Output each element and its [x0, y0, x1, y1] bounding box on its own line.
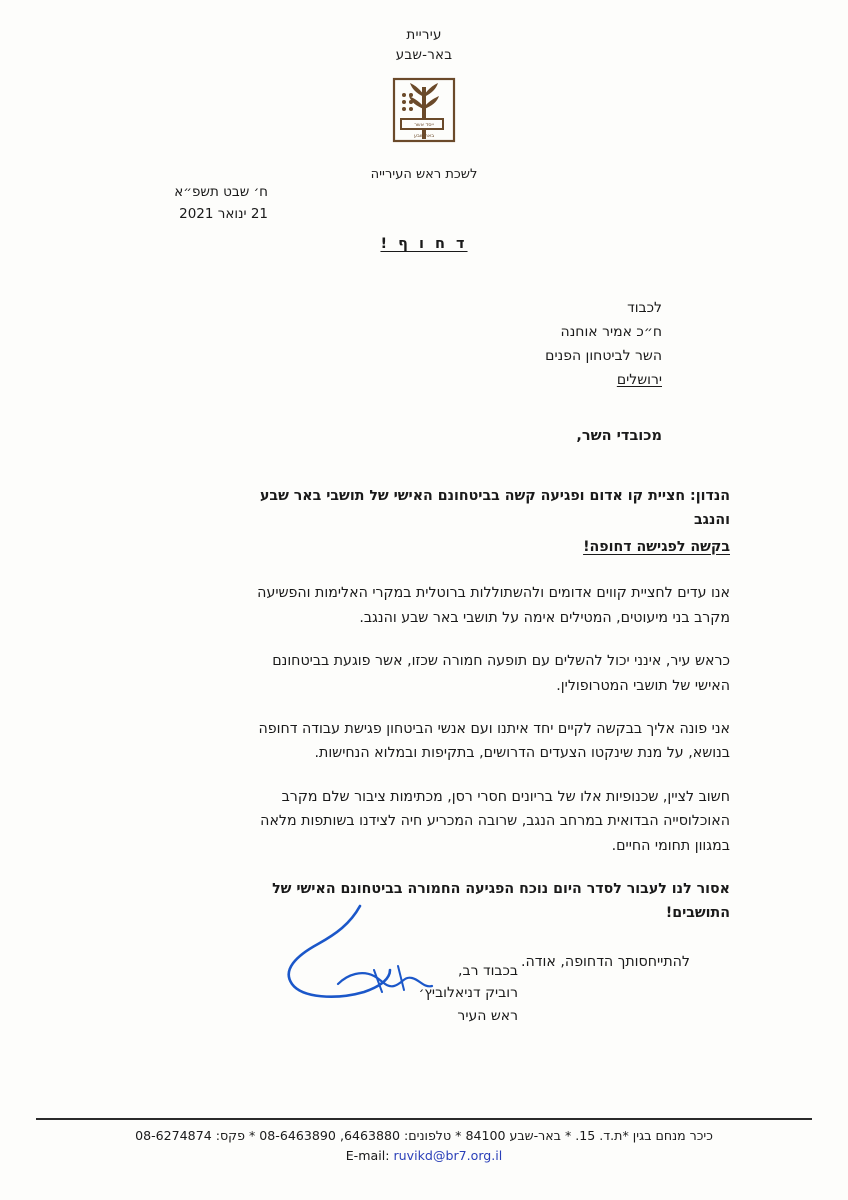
- closing-thanks: להתייחסותך הדחופה, אודה.: [521, 953, 690, 970]
- signature-title: ראש העיר: [457, 1007, 518, 1024]
- footer-divider: [36, 1118, 812, 1120]
- city-name-line2: באר-שבע: [395, 46, 453, 63]
- subject-line: [244, 484, 730, 559]
- signature-regards: בכבוד רב,: [458, 963, 518, 979]
- date-hebrew: ח׳ שבט תשפ״א: [174, 184, 268, 200]
- letterhead: [0, 26, 848, 182]
- urgent-label: ד ח ו ף !: [380, 236, 468, 252]
- subject-line-1: הנדון: חציית קו אדום ופגיעה קשה בביטחונם האישי של תושבי באר שבע והנגב: [259, 488, 730, 529]
- city-name-line1: עיריית: [406, 27, 442, 43]
- date-block: [108, 182, 268, 225]
- city-emblem-icon: [378, 73, 470, 165]
- addressee-block: [545, 296, 662, 392]
- bureau-line: לשכת ראש העירייה: [370, 167, 478, 183]
- salutation: מכובדי השר,: [576, 428, 662, 444]
- paragraph-4: חשוב לציין, שכנופיות אלו של בריונים חסרי רסן, מכתימות ציבור שלם מקרב האוכלוסייה הבדואית במרחב הנגב, שרובה המכריע חיה לצידנו בשותפות מלאה במגוון תחומי החיים.: [260, 788, 730, 854]
- subject-line-2: בקשה לפגישה דחופה!: [583, 538, 730, 555]
- paragraph-2: כראש עיר, אינני יכול להשלים עם תופעה חמורה שכזו, אשר פוגעת בביטחונם האישי של תושבי המטרופולין.: [272, 653, 730, 694]
- city-name: [0, 26, 848, 65]
- signature-name: רוביק דניאלוביץ׳: [418, 985, 518, 1002]
- addressee-line-1: לכבוד: [627, 300, 662, 316]
- addressee-line-4: ירושלים: [616, 372, 662, 389]
- footer-email-address[interactable]: ruvikd@br7.org.il: [393, 1148, 503, 1164]
- svg-text:באר שבע: באר שבע: [413, 133, 435, 140]
- footer-email-label: E-mail:: [345, 1148, 390, 1164]
- signature-block: [419, 960, 518, 1027]
- addressee-line-2: ח״כ אמיר אוחנה: [560, 324, 662, 341]
- svg-text:ייסד אשר: ייסד אשר: [414, 122, 434, 129]
- letter-body: [244, 484, 730, 989]
- bold-statement: אסור לנו לעבור לסדר היום נוכח הפגיעה החמורה בביטחונם האישי של התושבים!: [272, 881, 730, 922]
- paragraph-1: אנו עדים לחציית קווים אדומים ולהשתוללות ברוטלית במקרי האלימות והפשיעה מקרב בני מיעוטים, המטילים אימה על תושבי באר שבע והנגב.: [257, 585, 730, 626]
- paragraph-3: אני פונה אליך בבקשה לקיים יחד איתנו ועם אנשי הביטחון פגישת עבודה דחופה בנושא, על מנת שינקטו הצעדים הדרושים, בתקיפות ובמלוא הנחישות.: [258, 720, 730, 762]
- addressee-line-3: השר לביטחון הפנים: [545, 348, 662, 365]
- footer-address: כיכר מנחם בגין *ת.ד. 15. * באר-שבע 84100 * טלפונים: 6463880, 08-6463890 * פקס: 08-6274874: [135, 1128, 713, 1143]
- footer: [36, 1126, 812, 1167]
- footer-email-row: [36, 1146, 812, 1166]
- date-gregorian: 21 ינואר 2021: [179, 205, 268, 222]
